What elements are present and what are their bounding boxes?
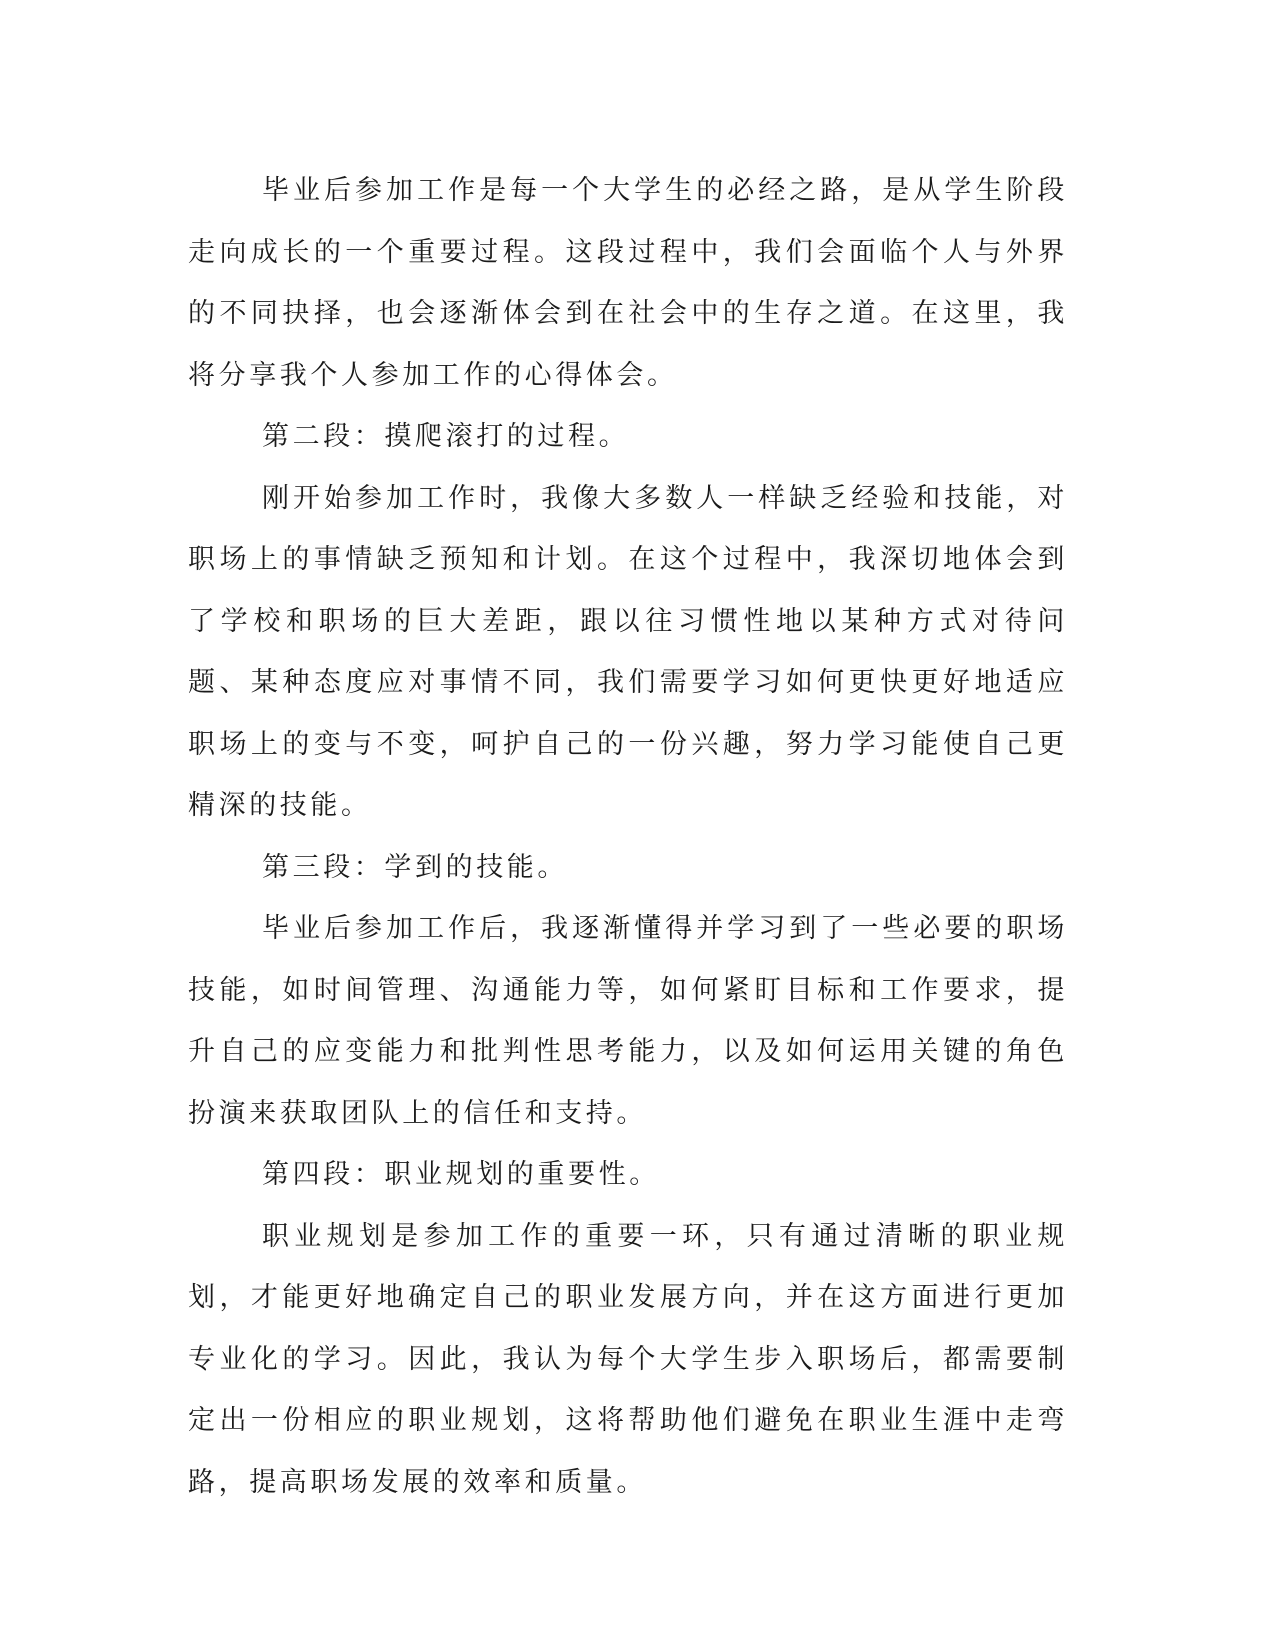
paragraph-section-4: 职业规划是参加工作的重要一环，只有通过清晰的职业规划，才能更好地确定自己的职业发展方向，并在这方面进行更加专业化的学习。因此，我认为每个大学生步入职场后，都需要制定出一份相应的职业规划，这将帮助他们避免在职业生涯中走弯路，提高职场发展的效率和质量。 [188,1220,1068,1498]
document-body [188,160,1068,1513]
paragraph-section-3: 毕业后参加工作后，我逐渐懂得并学习到了一些必要的职场技能，如时间管理、沟通能力等，如何紧盯目标和工作要求，提升自己的应变能力和批判性思考能力，以及如何运用关键的角色扮演来获取团队上的信任和支持。 [188,913,1068,1129]
paragraph-section-2: 刚开始参加工作时，我像大多数人一样缺乏经验和技能，对职场上的事情缺乏预知和计划。在这个过程中，我深切地体会到了学校和职场的巨大差距，跟以往习惯性地以某种方式对待问题、某种态度应对事情不同，我们需要学习如何更快更好地适应职场上的变与不变，呵护自己的一份兴趣，努力学习能使自己更精深的技能。 [188,482,1068,821]
section-heading-4: 第四段：职业规划的重要性。 [262,1159,660,1190]
section-heading-3: 第三段：学到的技能。 [262,851,568,883]
paragraph-intro: 毕业后参加工作是每一个大学生的必经之路，是从学生阶段走向成长的一个重要过程。这段过程中，我们会面临个人与外界的不同抉择，也会逐渐体会到在社会中的生存之道。在这里，我将分享我个人参加工作的心得体会。 [188,175,1068,391]
section-heading-2: 第二段：摸爬滚打的过程。 [262,421,630,452]
